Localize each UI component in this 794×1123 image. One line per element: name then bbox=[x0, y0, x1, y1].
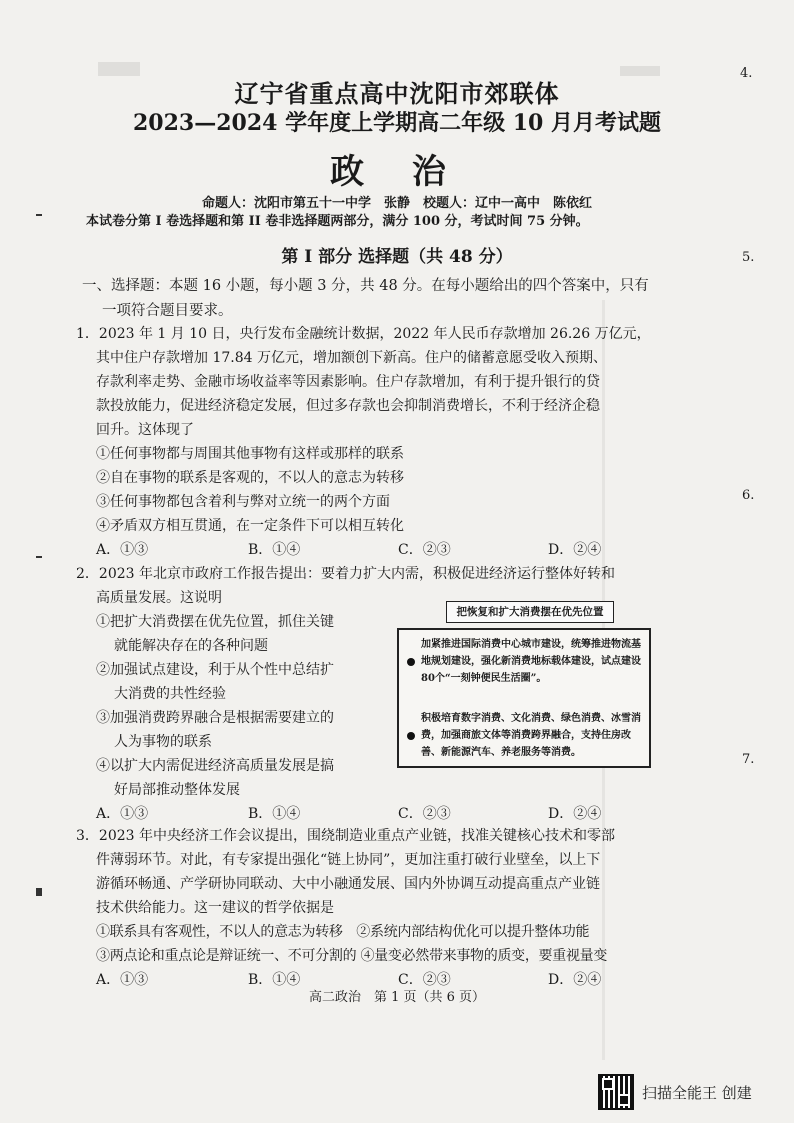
statement: 大消费的共性经验 bbox=[114, 686, 226, 702]
option-d: D．②④ bbox=[548, 806, 602, 822]
question-1 bbox=[76, 322, 668, 562]
bullet-icon bbox=[407, 732, 415, 740]
question-3 bbox=[76, 824, 668, 992]
option-c: C．②③ bbox=[398, 806, 451, 822]
option-c: C．②③ bbox=[398, 972, 451, 988]
option-a: A．①③ bbox=[96, 972, 149, 988]
instructions-line: 一项符合题目要求。 bbox=[102, 303, 233, 319]
infobox-tag: 把恢复和扩大消费摆在优先位置 bbox=[446, 601, 614, 623]
statement: ②自在事物的联系是客观的，不以人的意志为转移 bbox=[96, 470, 404, 486]
statement: 好局部推动整体发展 bbox=[114, 782, 240, 798]
statement: ①联系具有客观性，不以人的意志为转移 ②系统内部结构优化可以提升整体功能 bbox=[96, 924, 590, 940]
exam-title-line1: 辽宁省重点高中沈阳市郊联体 bbox=[234, 79, 560, 108]
margin-number: 7. bbox=[742, 752, 755, 767]
page-footer: 高二政治 第 1 页（共 6 页） bbox=[308, 990, 486, 1005]
question-stem: 存款利率走势、金融市场收益率等因素影响。住户存款增加，有利于提升银行的贷 bbox=[96, 374, 600, 390]
margin-number: 6. bbox=[742, 488, 755, 503]
question-stem: 游循环畅通、产学研协同联动、大中小融通发展、国内外协调互动提高重点产业链 bbox=[96, 876, 600, 892]
statement: ①任何事物都与周围其他事物有这样或那样的联系 bbox=[96, 446, 404, 462]
infobox bbox=[397, 628, 651, 768]
infobox-bullet-2: 积极培育数字消费、文化消费、绿色消费、冰雪消费，加强商旅文体等消费跨界融合，支持住房改善、新能源汽车、养老服务等消费。 bbox=[421, 713, 641, 758]
option-d: D．②④ bbox=[548, 542, 602, 558]
scanner-watermark bbox=[598, 1074, 752, 1110]
exam-intro: 本试卷分第 I 卷选择题和第 II 卷非选择题两部分，满分 100 分，考试时间 75 分钟。 bbox=[86, 214, 589, 229]
option-a: A．①③ bbox=[96, 542, 149, 558]
question-stem: 2．2023 年北京市政府工作报告提出：要着力扩大内需，积极促进经济运行整体好转和 bbox=[76, 566, 615, 582]
margin-number: 4. bbox=[740, 66, 753, 81]
option-b: B．①④ bbox=[248, 972, 301, 988]
exam-title-line2: 2023—2024 学年度上学期高二年级 10 月月考试题 bbox=[132, 110, 662, 136]
statement: 人为事物的联系 bbox=[114, 734, 212, 750]
answer-options bbox=[96, 538, 668, 562]
statement: ①把扩大消费摆在优先位置，抓住关键 bbox=[96, 614, 334, 630]
option-c: C．②③ bbox=[398, 542, 451, 558]
bullet-icon bbox=[407, 658, 415, 666]
question-stem: 其中住户存款增加 17.84 万亿元，增加额创下新高。住户的储蓄意愿受收入预期、 bbox=[96, 350, 607, 366]
question-stem: 技术供给能力。这一建议的哲学依据是 bbox=[96, 900, 334, 916]
statement: 就能解决存在的各种问题 bbox=[114, 638, 268, 654]
statement: ④矛盾双方相互贯通，在一定条件下可以相互转化 bbox=[96, 518, 404, 534]
section-instructions bbox=[82, 274, 672, 324]
subject-title: 政 治 bbox=[330, 152, 464, 192]
option-b: B．①④ bbox=[248, 806, 301, 822]
question-stem: 回升。这体现了 bbox=[96, 422, 194, 438]
statement: ③加强消费跨界融合是根据需要建立的 bbox=[96, 710, 334, 726]
scanner-watermark-text: 扫描全能王 创建 bbox=[642, 1083, 752, 1102]
statement: ③两点论和重点论是辩证统一、不可分割的 ④量变必然带来事物的质变，要重视量变 bbox=[96, 948, 608, 964]
qr-code-icon bbox=[598, 1074, 634, 1110]
infobox-bullet-1: 加紧推进国际消费中心城市建设，统筹推进物流基地规划建设，强化新消费地标载体建设，试点建设80个“一刻钟便民生活圈”。 bbox=[421, 639, 641, 684]
statement: ③任何事物都包含着利与弊对立统一的两个方面 bbox=[96, 494, 390, 510]
bleed-through-mark bbox=[36, 214, 42, 216]
question-stem: 高质量发展。这说明 bbox=[96, 590, 222, 606]
option-a: A．①③ bbox=[96, 806, 149, 822]
question-stem: 1．2023 年 1 月 10 日，央行发布金融统计数据，2022 年人民币存款增加 26.26 万亿元， bbox=[76, 326, 651, 342]
statement: ④以扩大内需促进经济高质量发展是搞 bbox=[96, 758, 334, 774]
bleed-through-mark bbox=[36, 888, 42, 896]
question-stem: 款投放能力，促进经济稳定发展，但过多存款也会抑制消费增长，不利于经济企稳 bbox=[96, 398, 600, 414]
question-stem: 件薄弱环节。对此，有专家提出强化“链上协同”，更加注重打破行业壁垒，以上下 bbox=[96, 852, 601, 868]
answer-options bbox=[96, 802, 668, 826]
margin-number: 5. bbox=[742, 250, 755, 265]
section-title: 第 I 部分 选择题（共 48 分） bbox=[281, 247, 513, 267]
option-b: B．①④ bbox=[248, 542, 301, 558]
statement: ②加强试点建设，利于从个性中总结扩 bbox=[96, 662, 334, 678]
question-stem: 3．2023 年中央经济工作会议提出，围绕制造业重点产业链，找准关键核心技术和零部 bbox=[76, 828, 615, 844]
instructions-line: 一、选择题：本题 16 小题，每小题 3 分，共 48 分。在每小题给出的四个答案中，只有 bbox=[82, 278, 649, 294]
authors-line: 命题人：沈阳市第五十一中学 张静 校题人：辽中一高中 陈依红 bbox=[201, 196, 592, 211]
option-d: D．②④ bbox=[548, 972, 602, 988]
bleed-through-mark bbox=[36, 556, 42, 558]
